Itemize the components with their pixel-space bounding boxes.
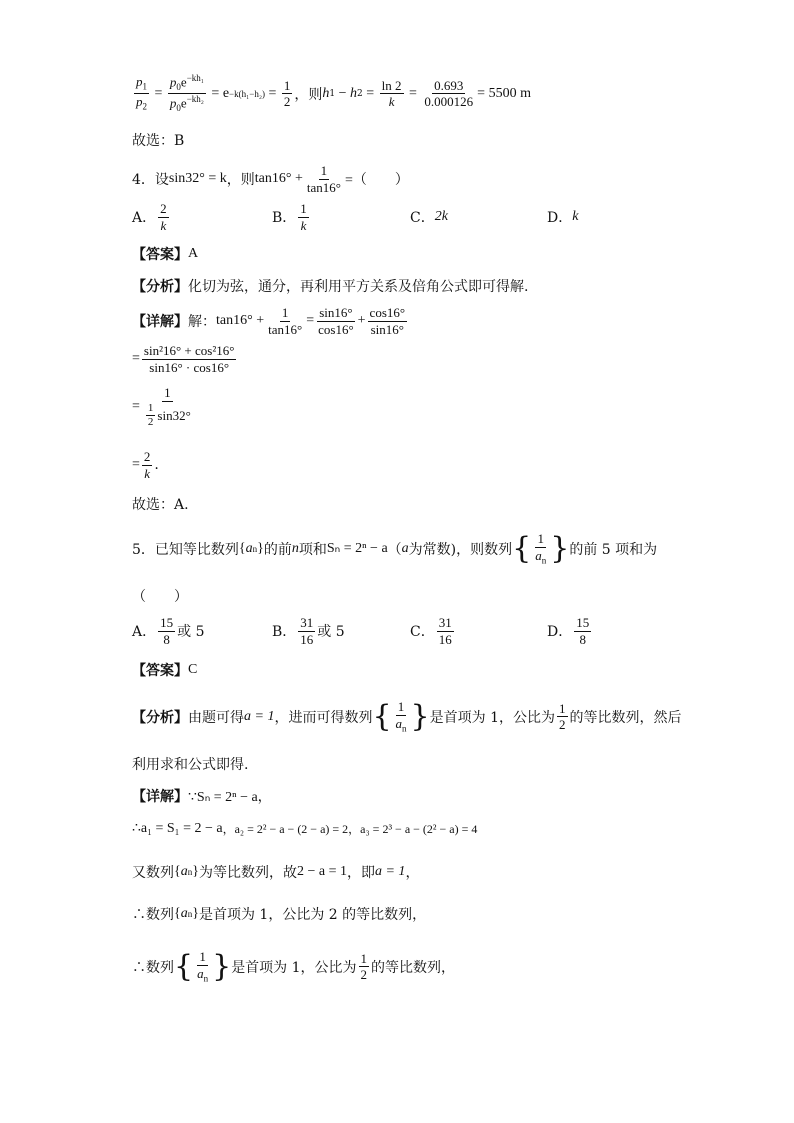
q4-option-b: B． $\frac{1}{k}$ xyxy=(272,201,307,233)
q5-option-b: B． $\frac{31}{16}$ 或 5 xyxy=(272,615,345,647)
q4-detail-step4: = $\frac{2}{k}$ . xyxy=(132,449,159,481)
text-then: ，则 xyxy=(294,86,323,103)
q5-detail-5: ∴数列 { $\frac{1}{a_n}$ } 是首项为 1，公比为 $\frac{1}{2}$ 的等比数列， xyxy=(132,948,456,984)
q4-stem: 4．设 sin32° = k ，则 tan16° + $\frac{1}{\tan 16^\circ}$ =（ ） xyxy=(132,163,409,195)
formula-pressure-ratio: $\frac{p_1}{p_2}$ = $\frac{p_0e^{-kh_1}}{p_0e^{-kh_2}}$ = e −k(h₁−h₂) = $\frac{1}{2}$ ，则 h 1 − h 2 = $\frac{\ln 2}{k}$ = $\frac{0.693}{0.000126}$ = 5500 m xyxy=(136,73,531,114)
q5-detail-1: 【详解】 ∵Sₙ = 2ⁿ − a， xyxy=(132,789,272,805)
frac-half: $\frac{1}{2}$ xyxy=(283,77,291,110)
result-5500m: = 5500 m xyxy=(477,85,531,101)
q4-condition: sin32° = k xyxy=(168,171,227,187)
q4-answer: 【答案】 A xyxy=(132,246,199,263)
q5-detail-4: ∴数列 { a n } 是首项为 1，公比为 2 的等比数列， xyxy=(132,906,427,923)
choose-b: 故选：B xyxy=(132,133,185,149)
p1-symbol: p xyxy=(136,74,143,90)
q5-analysis: 【分析】 由题可得 a = 1 ，进而可得数列 { $\frac{1}{a_n}$ } 是首项为 1，公比为 $\frac{1}{2}$ 的等比数列，然后 xyxy=(132,698,682,734)
q5-option-a: A． $\frac{15}{8}$ 或 5 xyxy=(132,615,205,647)
q5-analysis-cont: 利用求和公式即得. xyxy=(132,757,249,773)
q4-detail-step2: = $\frac{\text{sin²16° + cos²16°}}{\sin 16^\circ \cdot \cos 16^\circ}$ xyxy=(132,343,235,375)
q5-paren: （ ） xyxy=(132,589,188,605)
q5-detail-2: ∴a₁ = S₁ = 2 − a ，a₂ = 2² − a − (2 − a) = 2 ，a₃ = 2³ − a − (2² − a) = 4 xyxy=(132,821,478,836)
q4-option-a: A． $\frac{2}{k}$ xyxy=(132,201,167,233)
q5-option-c: C． $\frac{31}{16}$ xyxy=(410,615,452,647)
q4-analysis: 【分析】 化切为弦，通分，再利用平方关系及倍角公式即可得解. xyxy=(132,279,529,295)
p2-symbol: p xyxy=(136,94,143,110)
frac-ln2-k: $\frac{\ln 2}{k}$ xyxy=(381,77,402,110)
q5-stem: 5．已知等比数列 { a n } 的前 n 项和 Sₙ = 2ⁿ − a （ a 为常数)，则数列 { $\frac{1}{a_n}$ } 的前 5 项和为 xyxy=(132,530,658,566)
q5-option-d: D． $\frac{15}{8}$ xyxy=(547,615,590,647)
q4-detail-step1: 【详解】 解： tan16° + $\frac{1}{\tan 16^\circ}$ = $\frac{\sin 16^\circ}{\cos 16^\circ}$ + $\frac{\cos 16^\circ}{\sin 16^\circ}$ xyxy=(132,305,406,337)
frac-p1-p2: $\frac{p_1}{p_2}$ xyxy=(136,74,147,112)
frac-exp-ratio: $\frac{p_0e^{-kh_1}}{p_0e^{-kh_2}}$ xyxy=(169,73,204,114)
q5-answer: 【答案】 C xyxy=(132,662,198,679)
q4-choose-a: 故选：A. xyxy=(132,497,189,513)
q4-option-c: C． 2k xyxy=(410,209,448,226)
q4-detail-step3: = 1 $\frac{1}{2}$ sin32° xyxy=(132,385,191,429)
q5-detail-3: 又数列 { a n } 为等比数列，故 2 − a = 1 ，即 a = 1 ， xyxy=(132,864,420,881)
q4-option-d: D． k xyxy=(547,209,579,226)
frac-numeric: $\frac{0.693}{0.000126}$ xyxy=(424,77,474,110)
